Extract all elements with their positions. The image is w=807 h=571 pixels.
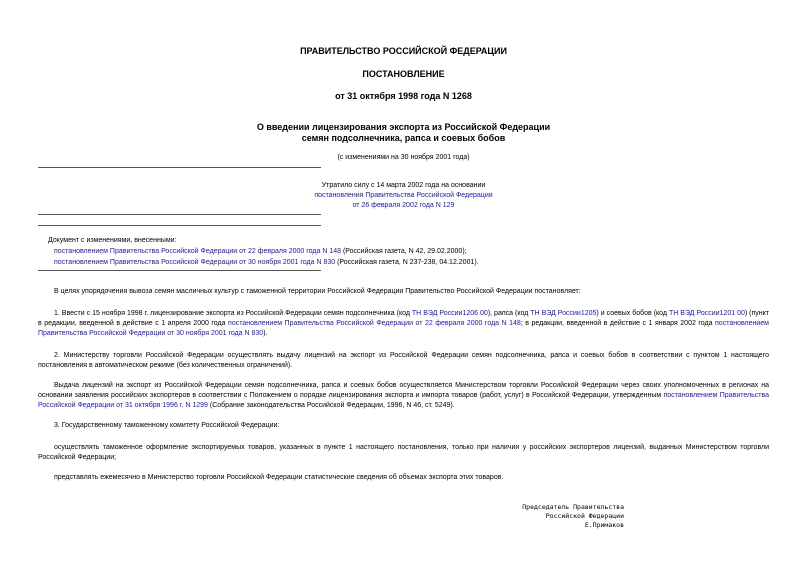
tnved-link[interactable]: ТН ВЭД России1205 [530,310,597,317]
text-span: (Собрание законодательства Российской Федерации, 1996, N 46, ст. 5249). [207,402,455,409]
government-heading: ПРАВИТЕЛЬСТВО РОССИЙСКОЙ ФЕДЕРАЦИИ [300,46,507,56]
document-type: ПОСТАНОВЛЕНИЕ [362,69,445,79]
paragraph-6: представлять ежемесячно в Министерство торговли Российской Федерации статистические сведения об объемах экспорта этих товаров. [54,474,504,481]
document-title-line2: семян подсолнечника, рапса и соевых бобов [301,133,506,143]
text-span: ), рапса (код [487,310,531,317]
text-span: ) (пункт в редакции, введенной в действие с 1 апреля 2000 года [38,310,770,327]
text-span: ) и соевых бобов (код [596,310,669,317]
preamble-paragraph: В целях упорядочения вывоза семян масличных культур с таможенной территории Российской Федерации Правительство Российской Федерации постановляет: [54,288,581,295]
amendment-source: (Российская газета, N 42, 29.02.2000); [341,248,467,255]
signature-block [522,503,624,530]
decree-link[interactable]: постановлением Правительства Российской Федерации от 31 октября 1996 г. N 1299 [38,392,769,409]
expired-line1: Утратило силу с 14 марта 2002 года на основании [321,182,486,189]
document-date-number: от 31 октября 1998 года N 1268 [335,91,472,101]
paragraph-4: 3. Государственному таможенному комитету Российской Федерации: [54,422,280,429]
decree-link[interactable]: постановлением Правительства Российской Федерации от 22 февраля 2000 года N 148 [228,320,521,327]
tnved-link[interactable]: ТН ВЭД России1206 00 [411,310,488,317]
amendment-item [54,247,467,257]
divider [38,270,321,271]
expired-link-line1[interactable]: постановления Правительства Российской Федерации [314,192,493,199]
signature-name: Е.Примаков [584,521,624,529]
paragraph-5: осуществлять таможенное оформление экспортируемых товаров, указанных в пункте 1 настоящего постановления, только при наличии у российских экспортеров лицензий, выданных Министерством торговли Российской Федерации; [38,444,769,461]
text-span: ; в редакции, введенной в действие с 1 января 2002 года [520,320,716,327]
divider [38,214,321,215]
signature-title: Председатель Правительства [522,503,624,511]
tnved-link[interactable]: ТН ВЭД России1201 00 [668,310,745,317]
text-span: Выдача лицензий на экспорт из Российской Федерации семян подсолнечника, рапса и соевых бобов осуществляется Министерством торговли Российской Федерации через своих уполномоченных в регионах на основании заявления российских экспортеров в соответствии с Положением о порядке лицензирования экспорта и импорта товаров (работ, услуг) в Российской Федерации, утвержденным [38,382,769,399]
divider [38,167,321,168]
document-title-line1: О введении лицензирования экспорта из Российской Федерации [256,122,551,132]
expired-link-line2[interactable]: от 26 февраля 2002 года N 129 [352,202,455,209]
paragraph-1 [38,309,769,339]
signature-org: Российской Федерации [545,512,624,520]
paragraph-3 [38,381,769,411]
expired-note [0,181,807,211]
amendment-item [54,258,479,268]
amended-note: (с изменениями на 30 ноября 2001 года) [337,154,470,161]
amendment-link[interactable]: постановлением Правительства Российской Федерации от 30 ноября 2001 года N 830 [54,259,336,266]
divider [38,225,321,226]
amendment-source: (Российская газета, N 237-238, 04.12.2001). [335,259,479,266]
text-span: 1. Ввести с 15 ноября 1998 г. лицензирование экспорта из Российской Федерации семян подсолнечника (код [54,310,412,317]
decree-link[interactable]: постановлением Правительства Российской Федерации от 30 ноября 2001 года N 830 [38,320,769,337]
text-span: ). [263,330,268,337]
paragraph-2: 2. Министерству торговли Российской Федерации осуществлять выдачу лицензий на экспорт из Российской Федерации семян подсолнечника, рапса и соевых бобов в соответствии с пунктом 1 настоящего постановления в автоматическом режиме (без количественных ограничений). [38,352,769,369]
amendment-link[interactable]: постановлением Правительства Российской Федерации от 22 февраля 2000 года N 148 [54,248,341,255]
amendments-intro: Документ с изменениями, внесенными: [48,237,177,244]
